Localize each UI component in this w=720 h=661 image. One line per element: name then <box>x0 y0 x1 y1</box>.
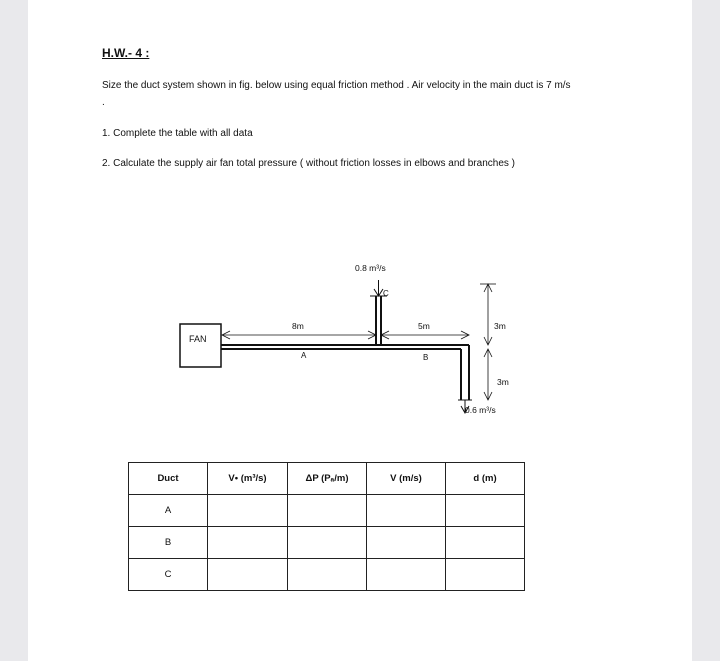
dim-a-label: 8m <box>292 321 304 331</box>
duct-sizing-table <box>128 462 525 591</box>
label-a: A <box>301 351 307 360</box>
cell-flow[interactable] <box>208 495 288 527</box>
dim-up-label: 3m <box>494 321 506 331</box>
task-item-1: 1. Complete the table with all data <box>102 128 253 139</box>
header-pressure-drop: ΔP (Pₐ/m) <box>288 463 367 495</box>
cell-flow[interactable] <box>208 527 288 559</box>
cell-pressure-drop[interactable] <box>288 559 367 591</box>
cell-duct: C <box>129 559 208 591</box>
cell-duct: A <box>129 495 208 527</box>
fan-label: FAN <box>189 334 207 344</box>
header-duct: Duct <box>129 463 208 495</box>
cell-diameter[interactable] <box>446 527 525 559</box>
label-b: B <box>423 353 429 362</box>
cell-velocity[interactable] <box>367 559 446 591</box>
cell-pressure-drop[interactable] <box>288 495 367 527</box>
cell-flow[interactable] <box>208 559 288 591</box>
label-c: C <box>383 289 389 298</box>
homework-title: H.W.- 4 : <box>102 46 150 60</box>
outlet-end-flow: 0.6 m³/s <box>465 405 496 415</box>
cell-duct: B <box>129 527 208 559</box>
cell-pressure-drop[interactable] <box>288 527 367 559</box>
cell-diameter[interactable] <box>446 559 525 591</box>
outlet-c-flow: 0.8 m³/s <box>355 263 386 273</box>
header-flow: V• (m³/s) <box>208 463 288 495</box>
dim-b-label: 5m <box>418 321 430 331</box>
fan-box <box>180 324 221 367</box>
header-velocity: V (m/s) <box>367 463 446 495</box>
header-diameter: d (m) <box>446 463 525 495</box>
table-header-row <box>129 463 525 495</box>
intro-paragraph: Size the duct system shown in fig. below using equal friction method . Air velocity in the main duct is 7 m/s . <box>102 80 571 108</box>
task-item-2: 2. Calculate the supply air fan total pressure ( without friction losses in elbows and branches ) <box>102 158 515 169</box>
cell-velocity[interactable] <box>367 495 446 527</box>
cell-velocity[interactable] <box>367 527 446 559</box>
table-row <box>129 527 525 559</box>
cell-diameter[interactable] <box>446 495 525 527</box>
table-row <box>129 559 525 591</box>
dim-down-label: 3m <box>497 377 509 387</box>
table-row <box>129 495 525 527</box>
